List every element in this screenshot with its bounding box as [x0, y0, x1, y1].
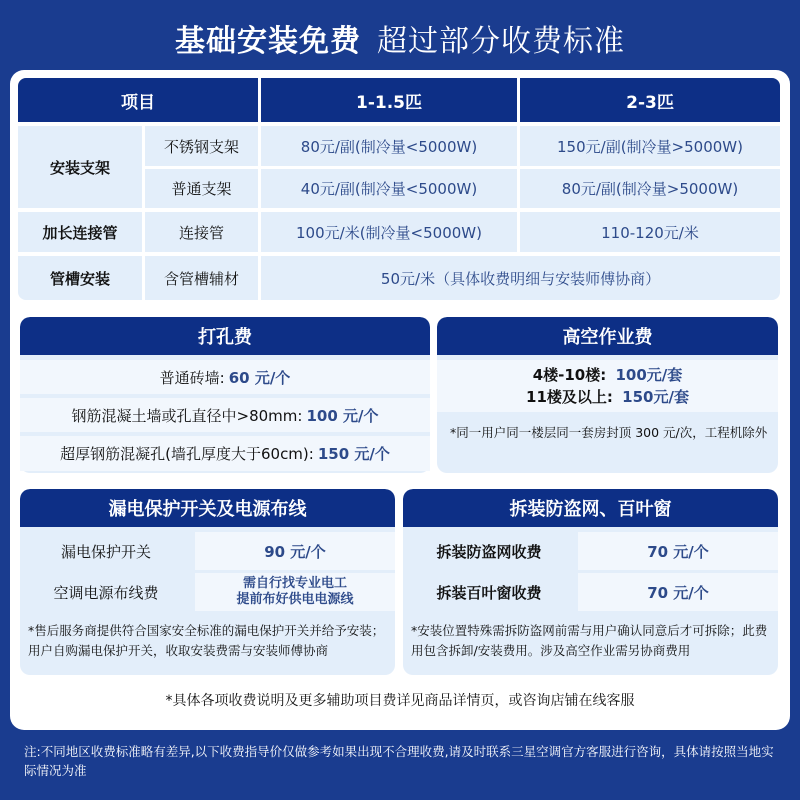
trough-value: 50元/米（具体收费明细与安装师傅协商）: [261, 256, 780, 300]
trough-item: 含管槽辅材: [145, 256, 258, 300]
table-header-large: 2-3匹: [520, 78, 780, 122]
high-altitude-row: [533, 364, 683, 386]
wiring-value-line1: 需自行找专业电工: [242, 576, 347, 591]
bracket-stainless-item: 不锈钢支架: [145, 126, 258, 166]
bracket-label: 安装支架: [18, 126, 142, 208]
leakage-switch-label: 漏电保护开关: [20, 532, 192, 570]
drilling-row-concrete: [20, 398, 430, 432]
removal-shutter-value: 70 元/个: [578, 573, 778, 611]
drilling-row-label: 超厚钢筋混凝孔(墙孔厚度大于60cm):: [60, 445, 314, 463]
high-altitude-note: *同一用户同一楼层同一套房封顶 300 元/次，工程机除外: [450, 425, 768, 440]
drilling-title: 打孔费: [20, 317, 430, 355]
drilling-row-thick: [20, 436, 430, 471]
removal-net-label: 拆装防盗网收费: [403, 532, 575, 570]
high-altitude-row-label: 4楼-10楼:: [532, 366, 607, 384]
drilling-row-value: 60 元/个: [228, 368, 291, 387]
drilling-row-value: 100 元/个: [306, 406, 379, 425]
header-title: 基础安装免费: [175, 24, 361, 59]
removal-note: *安装位置特殊需拆防盗网前需与用户确认同意后才可拆除；此费用包含拆卸/安装费用。涉及高空作业需另协商费用: [411, 623, 768, 658]
trough-label: 管槽安装: [18, 256, 142, 300]
pipe-large: 110-120元/米: [520, 212, 780, 252]
bracket-normal-small: 40元/副(制冷量<5000W): [261, 169, 517, 208]
wiring-value: [195, 573, 395, 611]
removal-net-value: 70 元/个: [578, 532, 778, 570]
high-altitude-row-label: 11楼及以上:: [526, 388, 613, 406]
removal-title: 拆装防盗网、百叶窗: [403, 489, 778, 527]
high-altitude-title: 高空作业费: [437, 317, 778, 355]
table-header-item: 项目: [18, 78, 258, 122]
drilling-row-label: 普通砖墙:: [159, 368, 225, 387]
header-subtitle: 超过部分收费标准: [377, 24, 625, 59]
drilling-row-value: 150 元/个: [317, 445, 390, 463]
footer-disclaimer: 注:不同地区收费标准略有差异,以下收费指导价仅做参考如果出现不合理收费,请及时联系三星空调官方客服进行咨询，具体请按照当地实际情况为准: [24, 744, 774, 778]
page-header: [0, 0, 800, 76]
drilling-row-brick: [20, 360, 430, 394]
removal-shutter-label: 拆装百叶窗收费: [403, 573, 575, 611]
table-header-small: 1-1.5匹: [261, 78, 517, 122]
content-panel: [10, 70, 790, 730]
bracket-stainless-large: 150元/副(制冷量>5000W): [520, 126, 780, 166]
high-altitude-rates: [437, 360, 778, 412]
bracket-normal-item: 普通支架: [145, 169, 258, 208]
pipe-small: 100元/米(制冷量<5000W): [261, 212, 517, 252]
leakage-note: *售后服务商提供符合国家安全标准的漏电保护开关并给予安装；用户自购漏电保护开关，收取安装费需与安装师傅协商: [28, 623, 385, 658]
high-altitude-row-value: 100元/套: [615, 366, 683, 384]
high-altitude-row-value: 150元/套: [622, 388, 689, 406]
bracket-normal-large: 80元/副(制冷量>5000W): [520, 169, 780, 208]
details-note: *具体各项收费说明及更多辅助项目费详见商品详情页，或咨询店铺在线客服: [165, 693, 635, 709]
leakage-switch-value: 90 元/个: [195, 532, 395, 570]
pipe-label: 加长连接管: [18, 212, 142, 252]
leakage-title: 漏电保护开关及电源布线: [20, 489, 395, 527]
wiring-value-line2: 提前布好供电电源线: [236, 592, 354, 607]
pipe-item: 连接管: [145, 212, 258, 252]
bracket-stainless-small: 80元/副(制冷量<5000W): [261, 126, 517, 166]
wiring-label: 空调电源布线费: [20, 573, 192, 611]
drilling-row-label: 钢筋混凝土墙或孔直径中>80mm:: [71, 406, 303, 425]
high-altitude-row: [526, 386, 689, 408]
